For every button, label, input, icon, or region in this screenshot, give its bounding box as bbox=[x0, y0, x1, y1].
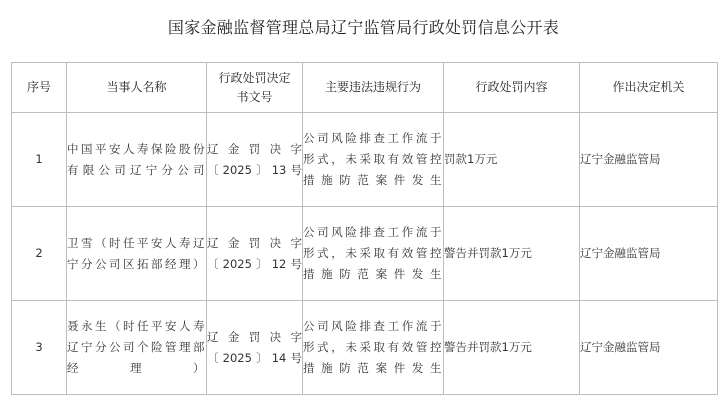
row-doc-number-line2: 〔2025〕12号 bbox=[207, 256, 302, 271]
row-no: 3 bbox=[12, 301, 67, 395]
header-doc-number-line1: 行政处罚决定 bbox=[218, 70, 291, 85]
table-row bbox=[12, 207, 718, 301]
table-header-row bbox=[12, 63, 718, 113]
table-row bbox=[12, 113, 718, 207]
row-content: 罚款1万元 bbox=[444, 113, 580, 207]
row-content: 警告并罚款1万元 bbox=[444, 301, 580, 395]
header-violation: 主要违法违规行为 bbox=[303, 63, 444, 113]
header-no: 序号 bbox=[12, 63, 67, 113]
header-doc-number-line2: 书文号 bbox=[236, 89, 273, 104]
page-title: 国家金融监督管理总局辽宁监管局行政处罚信息公开表 bbox=[167, 18, 560, 37]
header-content: 行政处罚内容 bbox=[444, 63, 580, 113]
row-doc-number-line2: 〔2025〕14号 bbox=[207, 350, 302, 365]
row-doc-number-line1: 辽金罚决字 bbox=[207, 235, 302, 250]
row-no: 2 bbox=[12, 207, 67, 301]
row-party: 聂永生（时任平安人寿辽宁分公司个险管理部经理） bbox=[67, 301, 207, 395]
row-org: 辽宁金融监管局 bbox=[580, 301, 718, 395]
row-doc-number bbox=[207, 207, 303, 301]
row-doc-number-line1: 辽金罚决字 bbox=[207, 329, 302, 344]
row-org: 辽宁金融监管局 bbox=[580, 207, 718, 301]
row-doc-number-line1: 辽金罚决字 bbox=[207, 141, 302, 156]
row-doc-number bbox=[207, 301, 303, 395]
row-violation: 公司风险排查工作流于形式，未采取有效管控措施防范案件发生 bbox=[303, 113, 444, 207]
header-party: 当事人名称 bbox=[67, 63, 207, 113]
row-doc-number bbox=[207, 113, 303, 207]
table-row bbox=[12, 301, 718, 395]
row-violation: 公司风险排查工作流于形式，未采取有效管控措施防范案件发生 bbox=[303, 207, 444, 301]
row-org: 辽宁金融监管局 bbox=[580, 113, 718, 207]
row-doc-number-line2: 〔2025〕13号 bbox=[207, 162, 302, 177]
row-no: 1 bbox=[12, 113, 67, 207]
penalty-info-table bbox=[11, 62, 718, 395]
row-content: 警告并罚款1万元 bbox=[444, 207, 580, 301]
header-doc-number bbox=[207, 63, 303, 113]
row-party: 中国平安人寿保险股份有限公司辽宁分公司 bbox=[67, 113, 207, 207]
row-violation: 公司风险排查工作流于形式，未采取有效管控措施防范案件发生 bbox=[303, 301, 444, 395]
row-party: 卫雪（时任平安人寿辽宁分公司区拓部经理） bbox=[67, 207, 207, 301]
header-org: 作出决定机关 bbox=[580, 63, 718, 113]
